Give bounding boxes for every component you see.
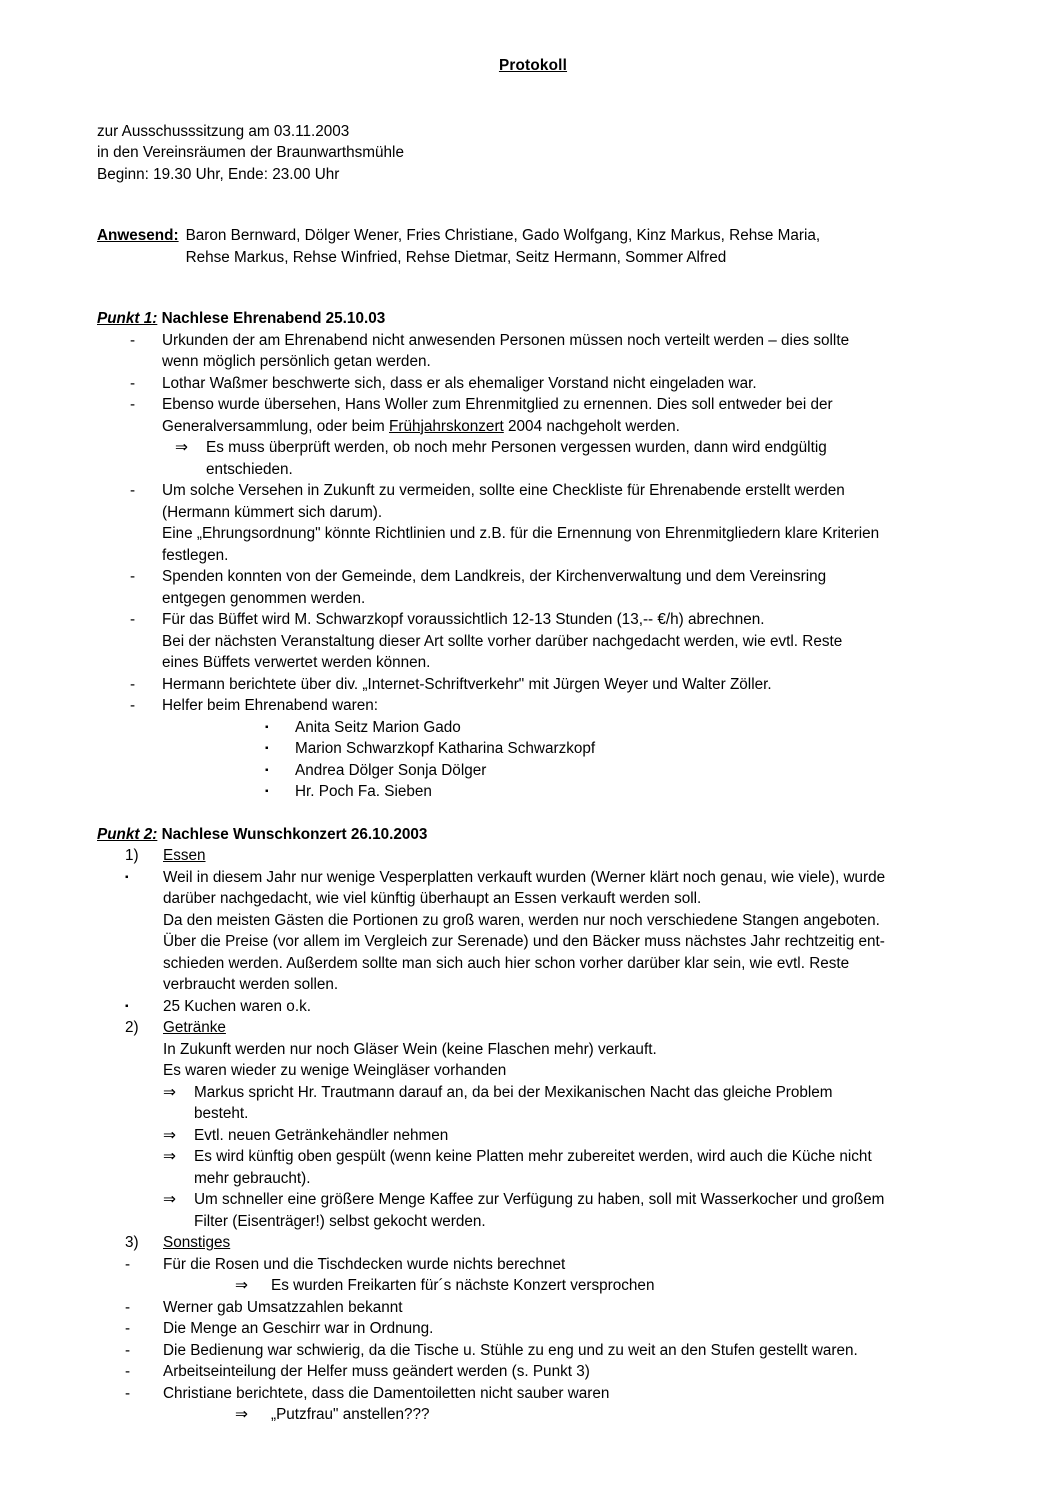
helper-row	[295, 760, 1015, 782]
subsection-title: Getränke	[163, 1019, 226, 1036]
helper-name-left: Andrea Dölger	[295, 761, 394, 779]
list-item	[265, 781, 1015, 803]
list-item-line: Werner gab Umsatzzahlen bekannt	[163, 1298, 403, 1316]
numbered-item-getraenke	[125, 1017, 1015, 1039]
dash-bullet-icon: -	[125, 1341, 131, 1359]
dash-bullet-icon: -	[125, 1298, 131, 1316]
list-item-line	[162, 416, 1015, 438]
square-bullet-icon: ▪	[265, 786, 269, 797]
helper-list	[97, 717, 1015, 803]
list-item-line: eines Büffets verwertet werden können.	[162, 654, 431, 671]
number-marker: 3)	[125, 1234, 139, 1251]
numbered-item-sonstiges	[125, 1232, 1015, 1254]
list-item-line: 25 Kuchen waren o.k.	[163, 997, 311, 1015]
page-title-text: Protokoll	[498, 57, 568, 74]
helper-row	[295, 738, 1015, 760]
meta-line-time: Beginn: 19.30 Uhr, Ende: 23.00 Uhr	[97, 165, 340, 183]
sub-list-item-line: „Putzfrau" anstellen???	[271, 1406, 430, 1423]
dash-bullet-icon: -	[125, 1255, 131, 1273]
dash-bullet-icon: -	[125, 1320, 131, 1337]
sub-list-item	[235, 1275, 1015, 1297]
list-item-line: Über die Preise (vor allem im Vergleich zur Serenade) und den Bäcker muss nächstes Jahr rechtzeitig ent-	[163, 933, 885, 950]
attendance-label: Anwesend:	[97, 227, 179, 244]
list-item-line: Helfer beim Ehrenabend waren:	[162, 697, 378, 714]
document-body	[97, 55, 1015, 1426]
list-item	[265, 738, 1015, 760]
sub-list-item-line: Es muss überprüft werden, ob noch mehr Personen vergessen wurden, dann wird endgültig	[206, 439, 827, 456]
attendance-names	[186, 225, 1015, 268]
helper-name-left: Hr. Poch	[295, 783, 354, 800]
helper-row	[295, 717, 1015, 739]
list-item-line: festlegen.	[162, 546, 229, 564]
list-item-line: Die Bedienung war schwierig, da die Tische u. Stühle zu eng und zu weit an den Stufen gestellt waren.	[163, 1341, 858, 1359]
punkt2-marker: Punkt 2:	[97, 825, 158, 843]
dash-bullet-icon: -	[130, 482, 136, 499]
list-item	[265, 717, 1015, 739]
text-before-link: Generalversammlung, oder beim	[162, 417, 390, 435]
arrow-bullet-icon: ⇒	[235, 1406, 248, 1423]
dash-bullet-icon: -	[130, 675, 136, 693]
number-marker: 2)	[125, 1019, 139, 1036]
subsection-title: Sonstiges	[163, 1234, 231, 1251]
dash-bullet-icon: -	[130, 568, 136, 585]
list-item	[125, 1318, 1015, 1340]
helper-name-right: Katharina Schwarzkopf	[437, 740, 596, 757]
arrow-bullet-icon: ⇒	[163, 1148, 176, 1165]
list-item-line: darüber nachgedacht, wie viel künftig überhaupt an Essen verkauft werden soll.	[163, 890, 702, 907]
list-item	[130, 330, 1015, 373]
square-bullet-icon: ▪	[125, 1000, 129, 1012]
attendance-line-1: Baron Bernward, Dölger Wener, Fries Christiane, Gado Wolfgang, Kinz Markus, Rehse Maria,	[185, 227, 821, 244]
helper-name-left: Anita Seitz	[295, 718, 369, 736]
list-item-line: Die Menge an Geschirr war in Ordnung.	[163, 1320, 434, 1337]
list-item-line: Eine „Ehrungsordnung" könnte Richtlinien und z.B. für die Ernennung von Ehrenmitgliedern klare Kriterien	[162, 525, 880, 542]
list-item	[125, 1383, 1015, 1405]
section-heading-punkt2	[97, 824, 1015, 846]
helper-name-right: Marion Gado	[372, 718, 461, 736]
dash-bullet-icon: -	[125, 1384, 131, 1402]
list-item-line: Christiane berichtete, dass die Damentoiletten nicht sauber waren	[163, 1384, 610, 1402]
sub-list-item-line: mehr gebraucht).	[194, 1169, 311, 1187]
square-bullet-icon: ▪	[265, 721, 269, 733]
list-item	[125, 1297, 1015, 1319]
punkt2-heading-text: Nachlese Wunschkonzert 26.10.2003	[161, 825, 428, 843]
list-item-line: Bei der nächsten Veranstaltung dieser Art sollte vorher darüber nachgedacht werden, wie evtl. Reste	[162, 632, 843, 650]
helper-name-right: Sonja Dölger	[397, 761, 487, 779]
list-item-line: Für das Büffet wird M. Schwarzkopf voraussichtlich 12-13 Stunden (13,-- €/h) abrechnen.	[162, 611, 765, 628]
arrow-bullet-icon: ⇒	[175, 439, 188, 456]
list-item	[130, 394, 1015, 437]
sub-list-item	[175, 437, 1015, 480]
list-item-line: Da den meisten Gästen die Portionen zu groß waren, werden nur noch verschiedene Stangen angeboten.	[163, 911, 880, 929]
helper-name-right: Fa. Sieben	[357, 783, 432, 800]
list-item-line: Ebenso wurde übersehen, Hans Woller zum Ehrenmitglied zu ernennen. Dies soll entweder bei der	[162, 396, 833, 413]
numbered-item-essen	[125, 845, 1015, 867]
dash-bullet-icon: -	[130, 374, 136, 392]
list-item	[125, 1340, 1015, 1362]
sub-list-item-line: entschieden.	[206, 460, 293, 478]
list-item-line: verbraucht werden sollen.	[163, 976, 339, 993]
spacer	[97, 185, 1015, 225]
list-item	[130, 674, 1015, 696]
sub-list-item	[235, 1404, 1015, 1426]
number-marker: 1)	[125, 847, 139, 864]
punkt1-marker: Punkt 1:	[97, 310, 158, 327]
subsection-title: Essen	[163, 847, 206, 864]
paragraph-line: Es waren wieder zu wenige Weingläser vorhanden	[163, 1062, 507, 1079]
list-item-line: Lothar Waßmer beschwerte sich, dass er als ehemaliger Vorstand nicht eingeladen war.	[162, 374, 757, 392]
dash-bullet-icon: -	[130, 697, 136, 714]
sub-list-item	[163, 1082, 1015, 1125]
sub-list-item-line: besteht.	[194, 1105, 249, 1122]
dash-bullet-icon: -	[130, 611, 136, 628]
fruehjahrskonzert-underlined: Frühjahrskonzert	[389, 417, 504, 435]
sub-list-item-line: Es wird künftig oben gespült (wenn keine Platten mehr zubereitet werden, wird auch die Küche nicht	[194, 1148, 872, 1165]
spacer	[97, 268, 1015, 308]
meeting-meta	[97, 121, 1015, 186]
spacer	[97, 803, 1015, 824]
list-item	[130, 373, 1015, 395]
sub-list-item-line: Um schneller eine größere Menge Kaffee zur Verfügung zu haben, soll mit Wasserkocher und großem	[194, 1191, 885, 1208]
attendance-line-2: Rehse Markus, Rehse Winfried, Rehse Dietmar, Seitz Hermann, Sommer Alfred	[185, 248, 727, 266]
list-item	[130, 566, 1015, 609]
paragraph	[163, 1039, 1015, 1082]
punkt1-heading-text: Nachlese Ehrenabend 25.10.03	[161, 310, 386, 327]
page-title	[97, 55, 1015, 77]
list-item-line: wenn möglich persönlich getan werden.	[162, 353, 431, 370]
arrow-bullet-icon: ⇒	[163, 1126, 176, 1144]
helper-row	[295, 781, 1015, 803]
list-item-line: Spenden konnten von der Gemeinde, dem Landkreis, der Kirchenverwaltung und dem Vereinsring	[162, 568, 827, 585]
list-item	[130, 695, 1015, 717]
list-item	[125, 867, 1015, 996]
list-item-line: Um solche Versehen in Zukunft zu vermeiden, sollte eine Checkliste für Ehrenabende erstellt werden	[162, 482, 845, 499]
sub-list-item-line: Evtl. neuen Getränkehändler nehmen	[194, 1126, 449, 1144]
text-after-link: 2004 nachgeholt werden.	[503, 417, 680, 435]
list-item-line: (Hermann kümmert sich darum).	[162, 503, 383, 521]
list-item-line: Für die Rosen und die Tischdecken wurde nichts berechnet	[163, 1255, 566, 1273]
list-item-line: Arbeitseinteilung der Helfer muss geändert werden (s. Punkt 3)	[163, 1363, 590, 1380]
square-bullet-icon: ▪	[265, 764, 269, 776]
list-item	[125, 996, 1015, 1018]
section-heading-punkt1	[97, 308, 1015, 330]
meta-line-date: zur Ausschusssitzung am 03.11.2003	[97, 122, 350, 140]
sub-list-item	[163, 1189, 1015, 1232]
helper-name-left: Marion Schwarzkopf	[295, 740, 434, 757]
list-item	[130, 609, 1015, 674]
list-item-line: entgegen genommen werden.	[162, 589, 366, 607]
arrow-bullet-icon: ⇒	[163, 1083, 176, 1101]
arrow-bullet-icon: ⇒	[163, 1191, 176, 1208]
sub-list-item-line: Es wurden Freikarten für´s nächste Konzert versprochen	[271, 1277, 655, 1294]
dash-bullet-icon: -	[125, 1363, 131, 1380]
sub-list-item-line: Filter (Eisenträger!) selbst gekocht werden.	[194, 1212, 486, 1230]
square-bullet-icon: ▪	[265, 743, 269, 754]
dash-bullet-icon: -	[130, 396, 136, 413]
attendance-block	[97, 225, 1015, 268]
square-bullet-icon: ▪	[125, 871, 129, 883]
dash-bullet-icon: -	[130, 331, 136, 349]
list-item-line: Weil in diesem Jahr nur wenige Vesperplatten verkauft wurden (Werner klärt noch genau, wie viele), wurde	[163, 868, 886, 886]
meta-line-location: in den Vereinsräumen der Braunwarthsmühle	[97, 144, 404, 161]
paragraph-line: In Zukunft werden nur noch Gläser Wein (keine Flaschen mehr) verkauft.	[163, 1040, 657, 1058]
list-item-line: schieden werden. Außerdem sollte man sich auch hier schon vorher darüber klar sein, wie evtl. Reste	[163, 954, 850, 972]
sub-list-item	[163, 1146, 1015, 1189]
list-item-line: Hermann berichtete über div. „Internet-Schriftverkehr" mit Jürgen Weyer und Walter Zöller.	[162, 675, 772, 693]
list-item	[125, 1361, 1015, 1383]
sub-list-item	[163, 1125, 1015, 1147]
list-item	[125, 1254, 1015, 1276]
list-item-line: Urkunden der am Ehrenabend nicht anwesenden Personen müssen noch verteilt werden – dies sollte	[162, 331, 850, 349]
list-item	[130, 480, 1015, 566]
list-item	[265, 760, 1015, 782]
spacer	[97, 77, 1015, 121]
sub-list-item-line: Markus spricht Hr. Trautmann darauf an, da bei der Mexikanischen Nacht das gleiche Problem	[194, 1083, 833, 1101]
arrow-bullet-icon: ⇒	[235, 1277, 248, 1294]
